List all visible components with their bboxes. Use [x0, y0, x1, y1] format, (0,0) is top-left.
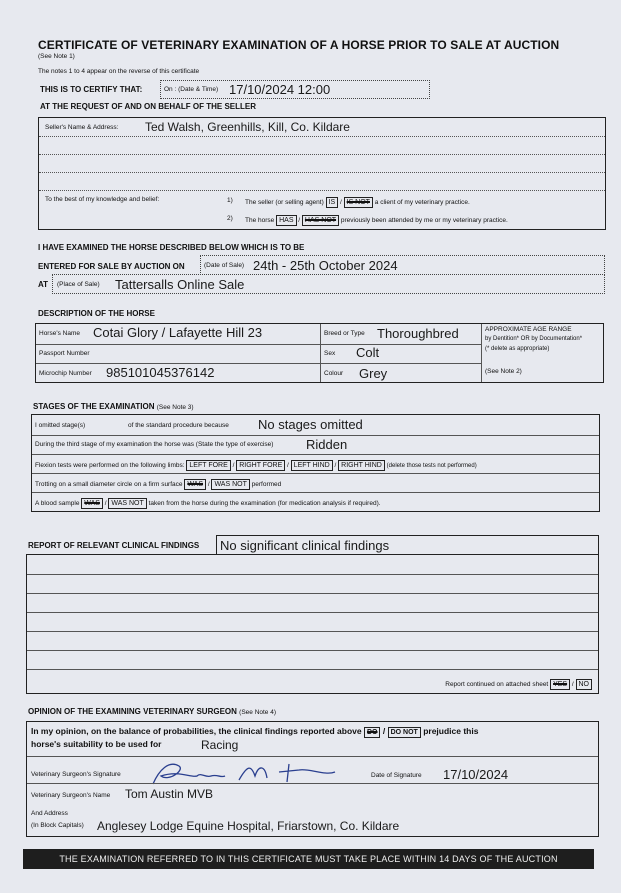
request-heading: AT THE REQUEST OF AND ON BEHALF OF THE SELLER: [40, 102, 256, 111]
third-stage-label: During the third stage of my examination the horse was (State the type of exercise): [35, 441, 274, 448]
see-note-1: (See Note 1): [38, 53, 75, 60]
notes-text: The notes 1 to 4 appear on the reverse of this certificate: [38, 68, 200, 75]
blood-label: A blood sample: [35, 500, 80, 507]
item1-option-is[interactable]: IS: [326, 197, 339, 208]
age-line2: by Dentition* OR by Documentation*: [485, 336, 583, 342]
signature-label: Veterinary Surgeon's Signature: [31, 771, 121, 778]
flexion-note: (delete those tests not performed): [386, 463, 477, 469]
belief-label: To the best of my knowledge and belief:: [45, 196, 160, 203]
trot-post: performed: [251, 481, 282, 488]
stages-see-note: (See Note 3): [156, 404, 194, 411]
trot-row: Trotting on a small diameter circle on a firm surface WAS / WAS NOT performed: [35, 481, 282, 488]
age-line3: (* delete as appropriate): [485, 346, 550, 352]
breed-label: Breed or Type: [324, 330, 365, 337]
certificate-title: CERTIFICATE OF VETERINARY EXAMINATION OF A HORSE PRIOR TO SALE AT AUCTION: [38, 38, 560, 52]
date-sale-label: (Date of Sale): [204, 262, 245, 269]
flexion-label: Flexion tests were performed on the following limbs:: [35, 462, 185, 469]
breed-value[interactable]: Thoroughbred: [377, 326, 459, 341]
opinion-use-value[interactable]: Racing: [201, 738, 239, 752]
opinion-line2: horse's suitability to be used for: [31, 739, 162, 749]
item1-post: a client of my veterinary practice.: [374, 199, 470, 206]
clinical-lines: [26, 554, 599, 694]
description-heading: DESCRIPTION OF THE HORSE: [38, 309, 155, 318]
stages-table: [31, 414, 600, 512]
certify-date-value[interactable]: 17/10/2024 12:00: [229, 82, 331, 97]
item2-option-has[interactable]: HAS: [276, 215, 296, 226]
trot-label: Trotting on a small diameter circle on a firm surface: [35, 481, 183, 488]
footer-banner: THE EXAMINATION REFERRED TO IN THIS CERTIFICATE MUST TAKE PLACE WITHIN 14 DAYS OF THE AUCTION: [23, 849, 594, 869]
clinical-value[interactable]: No significant clinical findings: [220, 538, 390, 553]
place-label: (Place of Sale): [57, 281, 100, 288]
trot-option-was[interactable]: WAS: [184, 479, 206, 490]
addr-label-2: (In Block Capitals): [31, 822, 84, 829]
date-sale-value[interactable]: 24th - 25th October 2024: [253, 258, 398, 273]
date-of-sale-box: [200, 255, 605, 275]
trot-option-was-not[interactable]: WAS NOT: [211, 479, 249, 490]
seller-section: [38, 117, 606, 230]
blood-option-was[interactable]: WAS: [81, 498, 103, 509]
entered-label: ENTERED FOR SALE BY AUCTION ON: [38, 262, 185, 271]
opinion-see-note: (See Note 4): [239, 709, 277, 716]
continued-option-no[interactable]: NO: [576, 679, 593, 690]
on-label: On : (Date & Time): [164, 86, 219, 93]
item2-num: 2): [227, 215, 233, 222]
item1-option-is-not[interactable]: IS NOT: [344, 197, 373, 208]
blood-post: taken from the horse during the examination (for medication analysis if required).: [148, 500, 381, 507]
item2-pre: The horse: [245, 217, 275, 224]
see-note-2: (See Note 2): [485, 368, 522, 375]
seller-value[interactable]: Ted Walsh, Greenhills, Kill, Co. Kildare: [145, 120, 350, 134]
stages-heading: [33, 402, 194, 411]
limb-right-fore[interactable]: RIGHT FORE: [236, 460, 285, 471]
horse-name-value[interactable]: Cotai Glory / Lafayette Hill 23: [93, 325, 263, 340]
certify-date-box: [160, 80, 430, 99]
omitted-label: I omitted stage(s): [35, 422, 86, 429]
limb-left-hind[interactable]: LEFT HIND: [291, 460, 333, 471]
continued-row: Report continued on attached sheet YES / NO: [445, 679, 592, 690]
opinion-section: [26, 721, 599, 837]
item1-pre: The seller (or selling agent): [245, 199, 324, 206]
continued-label: Report continued on attached sheet: [445, 681, 549, 688]
blood-option-was-not[interactable]: WAS NOT: [108, 498, 146, 509]
sex-label: Sex: [324, 350, 336, 357]
item2-text: The horse HAS / HAS NOT previously been attended by me or my veterinary practice.: [245, 217, 508, 224]
microchip-label: Microchip Number: [39, 370, 92, 377]
clinical-value-box: [216, 535, 599, 555]
place-of-sale-box: [52, 274, 605, 294]
date-sig-value[interactable]: 17/10/2024: [443, 767, 509, 782]
place-value[interactable]: Tattersalls Online Sale: [115, 277, 245, 292]
addr-label-1: And Address: [31, 810, 68, 817]
at-label: AT: [38, 280, 49, 289]
item1-num: 1): [227, 197, 233, 204]
item2-post: previously been attended by me or my veterinary practice.: [340, 217, 508, 224]
vet-name-value[interactable]: Tom Austin MVB: [125, 787, 214, 801]
third-stage-value[interactable]: Ridden: [306, 437, 348, 452]
limb-left-fore[interactable]: LEFT FORE: [186, 460, 230, 471]
omitted-mid: of the standard procedure because: [128, 422, 229, 429]
horse-name-label: Horse's Name: [39, 330, 80, 337]
date-sig-label: Date of Signature: [371, 772, 422, 779]
seller-label: Seller's Name & Address:: [45, 124, 119, 131]
stages-heading-text: STAGES OF THE EXAMINATION: [33, 402, 155, 411]
opinion-heading: [28, 707, 276, 716]
opinion-heading-text: OPINION OF THE EXAMINING VETERINARY SURGEON: [28, 707, 237, 716]
opinion-option-do[interactable]: DO: [364, 727, 381, 738]
vet-name-label: Veterinary Surgeon's Name: [31, 792, 111, 799]
opinion-text-post: prejudice this: [423, 726, 479, 736]
item2-option-has-not[interactable]: HAS NOT: [302, 215, 339, 226]
item1-text: The seller (or selling agent) IS / IS NOT a client of my veterinary practice.: [245, 199, 470, 206]
colour-label: Colour: [324, 370, 344, 377]
omitted-value[interactable]: No stages omitted: [258, 417, 363, 432]
certify-label: THIS IS TO CERTIFY THAT:: [40, 85, 143, 94]
opinion-text-pre: In my opinion, on the balance of probabilities, the clinical findings reported above: [31, 726, 362, 736]
examined-heading: I HAVE EXAMINED THE HORSE DESCRIBED BELOW WHICH IS TO BE: [38, 243, 305, 252]
clinical-heading: REPORT OF RELEVANT CLINICAL FINDINGS: [28, 541, 200, 550]
opinion-line1: In my opinion, on the balance of probabilities, the clinical findings reported above DO / DO NOT prejudice this: [31, 726, 479, 736]
passport-label: Passport Number: [39, 350, 90, 357]
continued-option-yes[interactable]: YES: [550, 679, 570, 690]
limb-right-hind[interactable]: RIGHT HIND: [338, 460, 385, 471]
sex-value[interactable]: Colt: [356, 345, 380, 360]
flexion-row: Flexion tests were performed on the following limbs: LEFT FORE / RIGHT FORE / LEFT HIND / RIGHT HIND (delete those tests not performed): [35, 462, 477, 469]
colour-value[interactable]: Grey: [359, 366, 388, 381]
microchip-value[interactable]: 985101045376142: [106, 365, 215, 380]
blood-row: A blood sample WAS / WAS NOT taken from the horse during the examination (for medication analysis if required).: [35, 500, 381, 507]
opinion-option-do-not[interactable]: DO NOT: [388, 727, 421, 738]
description-table: [35, 323, 604, 383]
address-value[interactable]: Anglesey Lodge Equine Hospital, Friarstown, Co. Kildare: [97, 819, 400, 833]
age-label: APPROXIMATE AGE RANGE: [485, 326, 572, 333]
